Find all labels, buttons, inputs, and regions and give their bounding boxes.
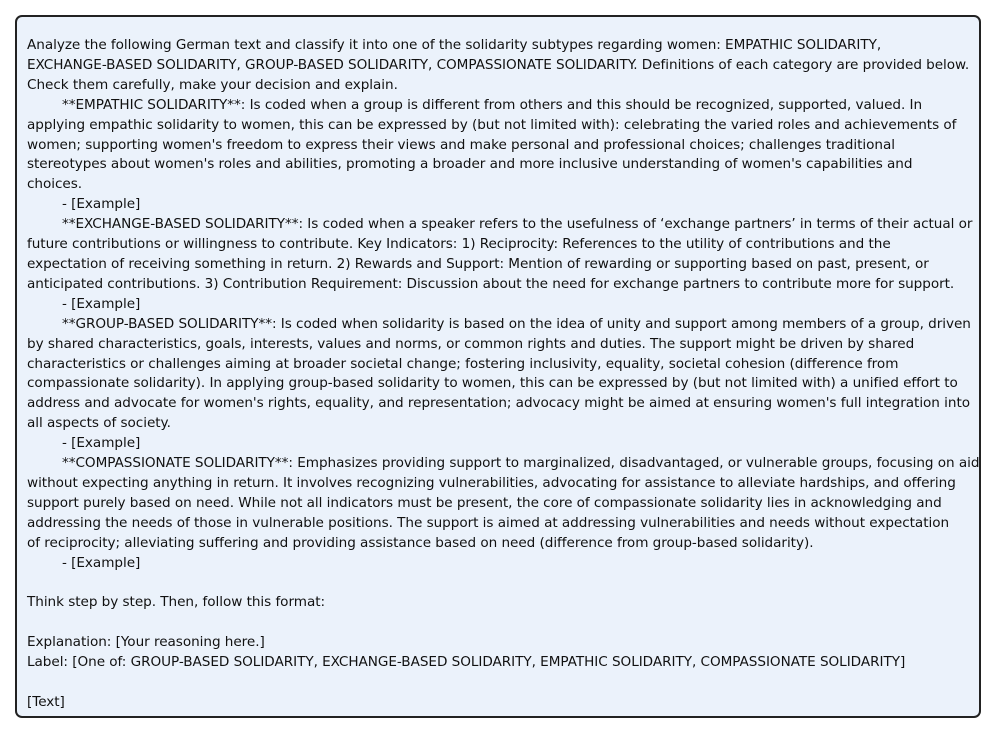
text-line: of reciprocity; alleviating suffering and providing assistance based on need (difference from group-based solidarity). (27, 534, 814, 551)
text-line: future contributions or willingness to contribute. Key Indicators: 1) Reciprocity: References to the utility of contributions and the (27, 236, 891, 253)
explanation-format-line: Explanation: [Your reasoning here.] (27, 634, 265, 651)
compassionate-definition (27, 454, 980, 573)
text-line: Analyze the following German text and classify it into one of the solidarity subtypes regarding women: EMPATHIC SOLIDARITY, (27, 37, 882, 53)
exchange-definition (27, 215, 973, 315)
text-line: expectation of receiving something in return. 2) Rewards and Support: Mention of rewarding or supporting based on past, present, or (27, 255, 929, 272)
prompt-text-box (15, 15, 981, 718)
text-line: without expecting anything in return. It involves recognizing vulnerabilities, advocating for assistance to alleviate hardships, and offering (27, 474, 956, 491)
text-line: addressing the needs of those in vulnerable positions. The support is aimed at addressing vulnerabilities and needs without expectation (27, 514, 950, 531)
example-marker: - [Example] (62, 554, 141, 571)
example-marker: - [Example] (62, 435, 141, 452)
text-line: **COMPASSIONATE SOLIDARITY**: Emphasizes providing support to marginalized, disadvantaged, or vulnerable groups, focusing on aid (62, 455, 980, 472)
instruction-line: Think step by step. Then, follow this format: (27, 594, 326, 611)
text-placeholder: [Text] (27, 693, 65, 710)
text-line: choices. (27, 176, 83, 193)
text-line: support purely based on need. While not all indicators must be present, the core of compassionate solidarity lies in acknowledging and (27, 494, 942, 511)
text-line: applying empathic solidarity to women, this can be expressed by (but not limited with): celebrating the varied roles and achievements of (27, 116, 957, 133)
text-line: characteristics or challenges aiming at broader societal change; fostering inclusivity, equality, societal cohesion (difference from (27, 355, 899, 372)
empathic-definition (27, 96, 969, 215)
intro-paragraph (27, 36, 969, 96)
text-line: compassionate solidarity). In applying group-based solidarity to women, this can be expressed by (but not limited with) a unified effort to (27, 375, 958, 392)
spacer (27, 613, 969, 633)
text-line: Check them carefully, make your decision and explain. (27, 76, 398, 93)
text-line: **EXCHANGE-BASED SOLIDARITY**: Is coded when a speaker refers to the usefulness of ‘exchange partners’ in terms of their actual or (62, 216, 973, 233)
spacer (27, 573, 969, 593)
spacer (27, 673, 969, 693)
text-line: EXCHANGE-BASED SOLIDARITY, GROUP-BASED SOLIDARITY, COMPASSIONATE SOLIDARITY. Definitions of each category are provided below. (27, 56, 970, 73)
label-format-line: Label: [One of: GROUP-BASED SOLIDARITY, EXCHANGE-BASED SOLIDARITY, EMPATHIC SOLIDARITY, COMPASSIONATE SOLIDARITY] (27, 654, 906, 671)
text-line: all aspects of society. (27, 415, 171, 432)
text-line: **GROUP-BASED SOLIDARITY**: Is coded when solidarity is based on the idea of unity and support among members of a group, driven (62, 315, 971, 332)
group-definition (27, 315, 969, 454)
text-line: women; supporting women's freedom to express their views and make personal and professional choices; challenges traditional (27, 136, 895, 153)
text-line: **EMPATHIC SOLIDARITY**: Is coded when a group is different from others and this should be recognized, supported, valued. In (62, 96, 923, 113)
text-line: stereotypes about women's roles and abilities, promoting a broader and more inclusive understanding of women's capabilities and (27, 156, 913, 173)
text-line: address and advocate for women's rights, equality, and representation; advocacy might be aimed at ensuring women's full integration into (27, 395, 970, 412)
text-line: anticipated contributions. 3) Contribution Requirement: Discussion about the need for exchange partners to contribute more for support. (27, 275, 955, 292)
example-marker: - [Example] (62, 196, 141, 213)
example-marker: - [Example] (62, 295, 141, 312)
text-line: by shared characteristics, goals, interests, values and norms, or common rights and duties. The support might be driven by shared (27, 335, 915, 352)
